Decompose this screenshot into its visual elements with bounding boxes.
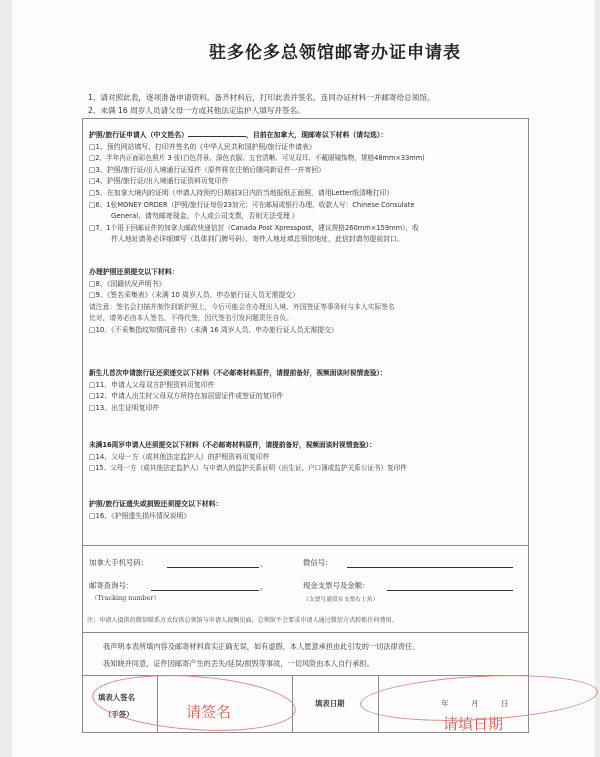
checklist-item-15[interactable]: □15、父母一方（或其他法定监护人）与申请人的监护关系证明（出生证、户口簿或监护关系公证书）复印件 (89, 464, 407, 473)
tracking-label: 邮寄查询号： (89, 581, 134, 590)
section-applicant (89, 128, 524, 246)
checklist-item-5[interactable]: □5、在加拿大境内的证明（申请人持预约日期前3日内的当地报纸正面照，请用Letter纸清晰打印） (89, 188, 394, 197)
checklist-item-12[interactable]: □12、申请人出生时父母双方所持在加居留证件或签证的复印件 (89, 392, 284, 401)
section-passport-extra (89, 267, 524, 337)
minor-heading: 未满16周岁申请人还须提交以下材料（不必邮寄材料原件，请提前备好，视频面谈时视情查验）： (89, 441, 376, 449)
declaration-box (82, 632, 529, 676)
instruction-note-2: 2、未满 16 周岁人员请父母一方或其他法定监护人填写并签名。 (88, 106, 305, 115)
checklist-item-7[interactable]: □7、1个用于回邮证件的加拿大邮政快递信封（Canada Post Xpresspost，建议规格260mm×159mm），收 (89, 223, 419, 232)
form-title: 驻多伦多总领馆邮寄办证申请表 (209, 43, 461, 63)
checklist-item-13[interactable]: □13、出生证明复印件 (89, 403, 160, 412)
newborn-heading: 新生儿首次申请旅行证还须递交以下材料（不必邮寄材料原件，请提前备好，视频面谈时视情查验）： (89, 369, 387, 377)
checklist-item-3[interactable]: □3、护照/旅行证/出入境通行证原件（原件将在注销后随同新证件一并寄回） (89, 165, 326, 174)
contact-info-box (82, 545, 529, 633)
cheque-sublabel: （支票号通常在支票右上角） (303, 597, 379, 603)
lost-heading: 护照/旅行证遗失或损毁还须提交以下材料： (89, 500, 223, 508)
cheque-input[interactable] (387, 589, 513, 591)
section-lost (89, 499, 524, 522)
signature-warning-line-2: 比对，请务必由本人签名，不得代签，因代签名引发问题责任自负。 (89, 314, 293, 323)
date-label: 填表日期 (315, 699, 345, 708)
checklist-item-2[interactable]: □2、半年内正面彩色照片 3 张(白色背景、深色衣服、五官清晰、可见双耳、不戴眼镜饰物，规格48mm×33mm) (89, 154, 425, 163)
fill-date-hint: 请填日期 (443, 715, 504, 733)
day-label: 日 (501, 699, 509, 708)
section-newborn (89, 368, 524, 414)
checklist-item-8[interactable]: □8、《国籍状况声明书》 (89, 279, 166, 288)
checklist-item-16[interactable]: □16、《护照遗失损坏情况说明》 (89, 511, 191, 520)
signer-sublabel: （手签） (104, 710, 134, 719)
checklist-item-6[interactable]: □6、1张MONEY ORDER（护照/旅行证每份23加元；可在邮局或银行办理，收款人写：Chinese Consulate (89, 200, 415, 209)
tracking-suffix: ， (260, 582, 268, 591)
phone-suffix: ， (260, 559, 268, 568)
checklist-item-9[interactable]: □9、《签名采集表》（未满 10 周岁人员、申办旅行证人员无需提交） (89, 291, 300, 300)
month-label: 月 (471, 699, 479, 708)
checklist-item-4[interactable]: □4、护照/旅行证/出入境通行证资料页复印件 (89, 177, 229, 186)
section-minor (89, 440, 524, 475)
phone-label: 加拿大手机号码： (89, 558, 149, 567)
signature-warning-line-1: 请注意：签名会扫描并制作到新护照上，今后可能会在办理出入境、外国签证等事务时与本人实际签名 (89, 302, 395, 311)
wechat-label: 微信号： (303, 558, 333, 567)
declaration-line-1: 我声明本表所填内容及邮寄材料真实正确无误，如有虚假，本人愿意承担由此引发的一切法律责任。 (103, 642, 420, 651)
chinese-name-blank[interactable] (188, 128, 246, 137)
passport-extra-heading: 办理护照还须提交以下材料： (89, 268, 179, 276)
applicant-heading (89, 128, 524, 142)
wechat-disclaimer: 注：申请人提供的微信联系方式仅供总领馆与申请人视频见面，总领馆不会要求申请人通过微信方式转账任何费用。 (87, 617, 398, 624)
sign-here-hint: 请签名 (186, 703, 232, 721)
checklist-item-6-continued: General，请勿邮寄现金、个人或公司支票，否则无法受理 ） (111, 212, 299, 221)
applicant-heading-prefix: 护照/旅行证申请人（中文姓名） (89, 131, 188, 139)
checklist-item-14[interactable]: □14、父母一方（或其他法定监护人）的护照资料页复印件 (89, 452, 270, 461)
checklist-item-11[interactable]: □11、申请人父母双方护照资料页复印件 (89, 380, 215, 389)
wechat-input[interactable] (347, 566, 513, 568)
materials-checklist-box (82, 118, 529, 546)
signer-label: 填表人签名 (98, 693, 135, 702)
tracking-input[interactable] (151, 589, 259, 591)
applicant-heading-suffix: ，目前在加拿大，现邮寄以下材料（请勾选）： (245, 131, 388, 139)
declaration-line-2: 我知晓并同意，证件因邮寄产生的丢失/延误/损毁等事故，一切风险由本人自行承担。 (103, 659, 374, 668)
cheque-label: 现金支票号及金额： (303, 581, 370, 590)
year-label: 年 (441, 699, 449, 708)
instruction-note-1: 1、请对照此表，逐项准备申请资料。备齐材料后，打印此表并签名，连同办证材料一并邮寄给总领馆。 (88, 93, 435, 102)
checklist-item-10[interactable]: □10、《不采集指纹知情同意书》（未满 16 周岁人员、申办旅行证人员无需提交） (89, 325, 338, 334)
tracking-sublabel: （Tracking number） (91, 594, 160, 602)
checklist-item-7-continued: 件人地址请务必详细填写（具体到门牌号码），寄件人地址填总领馆地址，此信封请勿提前封口。 (111, 235, 404, 244)
checklist-item-1[interactable]: □1、预约网站填写、打印并签名的《中华人民共和国护照/旅行证申请表》 (89, 142, 316, 151)
phone-input[interactable] (167, 566, 259, 568)
